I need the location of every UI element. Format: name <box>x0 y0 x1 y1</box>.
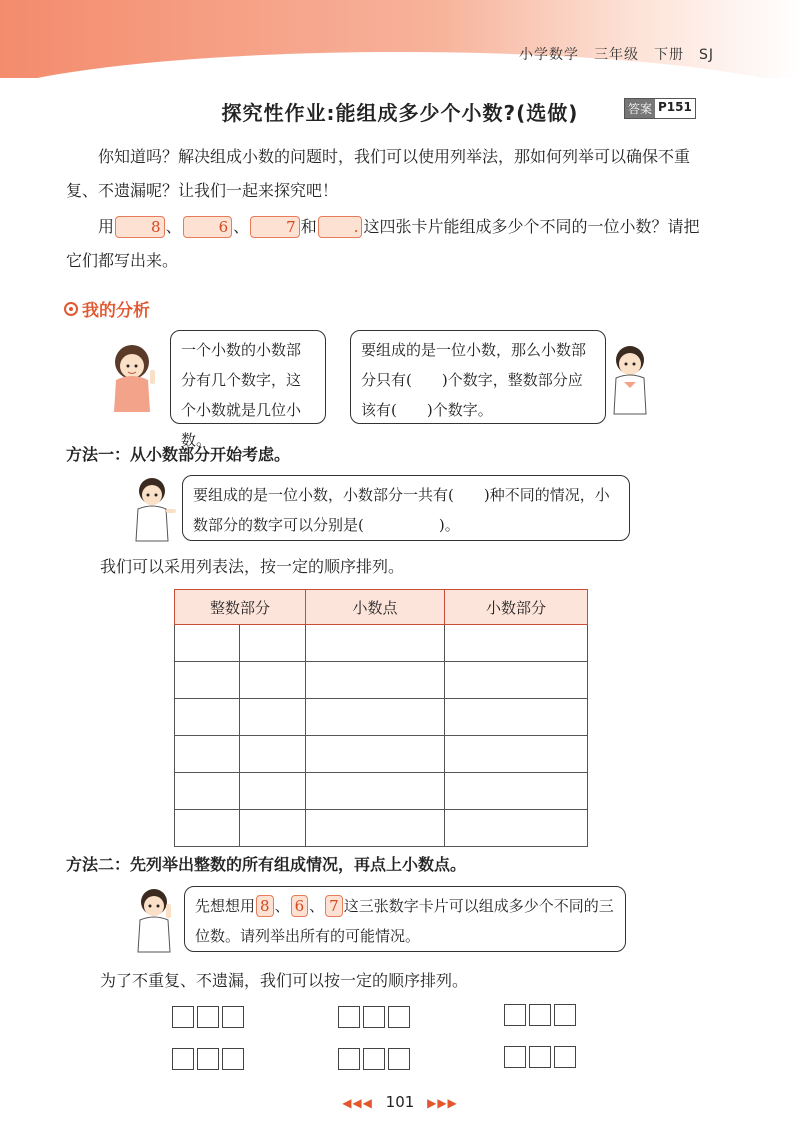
card-6: 6 <box>291 895 309 917</box>
method2-bubble-prefix: 先想想用 <box>195 897 256 915</box>
answer-box[interactable] <box>172 1048 194 1070</box>
analysis-heading <box>64 296 150 321</box>
intro-prefix: 用 <box>98 217 115 236</box>
intro-suffix: 这四张卡片能组成多少个不同的一位小数？请把它们都写出来。 <box>66 217 700 270</box>
card-8: 8 <box>115 216 165 238</box>
table-row <box>175 773 588 810</box>
card-separator: 、 <box>165 217 182 236</box>
table-cell[interactable] <box>175 773 240 810</box>
answer-box[interactable] <box>504 1046 526 1068</box>
card-8: 8 <box>256 895 274 917</box>
table-cell[interactable] <box>306 625 445 662</box>
table-row <box>175 736 588 773</box>
answer-box[interactable] <box>554 1004 576 1026</box>
table-cell[interactable] <box>445 625 588 662</box>
answer-box-group <box>504 1046 576 1068</box>
table-cell[interactable] <box>445 662 588 699</box>
answer-box[interactable] <box>363 1006 385 1028</box>
card-dot: . <box>318 216 363 238</box>
answer-tag <box>624 98 696 119</box>
table-row <box>175 810 588 847</box>
answer-box[interactable] <box>554 1046 576 1068</box>
answer-box[interactable] <box>197 1048 219 1070</box>
table-cell[interactable] <box>175 810 240 847</box>
method2-bubble-suffix: 这三张数字卡片可以组成多少个不同的三位数。请列举出所有的可能情况。 <box>195 897 614 945</box>
target-icon <box>64 302 78 316</box>
method2-note: 为了不重复、不遗漏，我们可以按一定的顺序排列。 <box>100 971 469 990</box>
table-cell[interactable] <box>240 773 306 810</box>
card-6: 6 <box>183 216 233 238</box>
right-arrows-icon: ▶▶▶ <box>427 1096 458 1110</box>
table-cell[interactable] <box>306 773 445 810</box>
table-row <box>175 662 588 699</box>
answer-box-group <box>504 1004 576 1026</box>
method1-note: 我们可以采用列表法，按一定的顺序排列。 <box>100 557 405 576</box>
answer-box[interactable] <box>222 1048 244 1070</box>
answer-box-group <box>338 1006 410 1028</box>
table-cell[interactable] <box>175 625 240 662</box>
analysis-bubble-left: 一个小数的小数部分有几个数字，这个小数就是几位小数。 <box>170 330 326 424</box>
boy-pointing-illustration <box>128 475 178 543</box>
method2-heading: 方法二：先列举出整数的所有组成情况，再点上小数点。 <box>66 855 467 874</box>
card-separator: 、 <box>309 897 325 915</box>
answer-box-group <box>172 1048 244 1070</box>
analysis-bubble-right: 要组成的是一位小数，那么小数部分只有( )个数字，整数部分应该有( )个数字。 <box>350 330 606 424</box>
table-cell[interactable] <box>445 699 588 736</box>
table-header-point: 小数点 <box>306 590 445 625</box>
card-7: 7 <box>250 216 300 238</box>
table-cell[interactable] <box>240 625 306 662</box>
table-cell[interactable] <box>240 662 306 699</box>
method1-bubble: 要组成的是一位小数，小数部分一共有( )种不同的情况，小数部分的数字可以分别是( )。 <box>182 475 630 541</box>
table-cell[interactable] <box>175 662 240 699</box>
method1-table <box>174 589 588 847</box>
answer-box[interactable] <box>363 1048 385 1070</box>
table-cell[interactable] <box>240 699 306 736</box>
table-cell[interactable] <box>175 736 240 773</box>
table-header-decimal: 小数部分 <box>445 590 588 625</box>
table-cell[interactable] <box>240 736 306 773</box>
intro-paragraph-2 <box>66 210 706 278</box>
answer-box[interactable] <box>197 1006 219 1028</box>
table-cell[interactable] <box>306 662 445 699</box>
answer-box-group <box>172 1006 244 1028</box>
table-row <box>175 625 588 662</box>
analysis-heading-text: 我的分析 <box>82 301 150 321</box>
girl-illustration <box>104 340 162 418</box>
header-info: 小学数学 三年级 下册 SJ <box>518 47 714 63</box>
method2-bubble <box>184 886 626 952</box>
card-separator: 、 <box>233 217 250 236</box>
table-header-integer: 整数部分 <box>175 590 306 625</box>
left-arrows-icon: ◀◀◀ <box>342 1096 373 1110</box>
answer-box-group <box>338 1048 410 1070</box>
page-number: 101 <box>385 1093 415 1111</box>
table-cell[interactable] <box>445 810 588 847</box>
answer-box[interactable] <box>172 1006 194 1028</box>
table-cell[interactable] <box>445 736 588 773</box>
boy-thinking-illustration <box>130 886 180 954</box>
table-cell[interactable] <box>445 773 588 810</box>
answer-box[interactable] <box>529 1004 551 1026</box>
table-row <box>175 699 588 736</box>
method1-heading: 方法一：从小数部分开始考虑。 <box>66 445 291 464</box>
table-cell[interactable] <box>306 699 445 736</box>
answer-box[interactable] <box>338 1048 360 1070</box>
answer-box[interactable] <box>529 1046 551 1068</box>
answer-box[interactable] <box>504 1004 526 1026</box>
table-cell[interactable] <box>240 810 306 847</box>
table-header-row <box>175 590 588 625</box>
card-separator: 和 <box>300 217 317 236</box>
card-separator: 、 <box>274 897 290 915</box>
card-7: 7 <box>325 895 343 917</box>
answer-box[interactable] <box>388 1048 410 1070</box>
answer-box[interactable] <box>388 1006 410 1028</box>
answer-tag-page: P151 <box>658 100 692 114</box>
boy-illustration <box>610 342 650 418</box>
intro-paragraph-1: 你知道吗？解决组成小数的问题时，我们可以使用列举法，那如何列举可以确保不重复、不遗漏呢？让我们一起来探究吧！ <box>66 147 691 200</box>
answer-box[interactable] <box>222 1006 244 1028</box>
table-cell[interactable] <box>306 810 445 847</box>
answer-box[interactable] <box>338 1006 360 1028</box>
page-title: 探究性作业:能组成多少个小数?(选做) <box>221 101 579 125</box>
table-cell[interactable] <box>175 699 240 736</box>
page-footer <box>0 1093 800 1111</box>
answer-tag-label: 答案 <box>625 99 655 118</box>
table-cell[interactable] <box>306 736 445 773</box>
